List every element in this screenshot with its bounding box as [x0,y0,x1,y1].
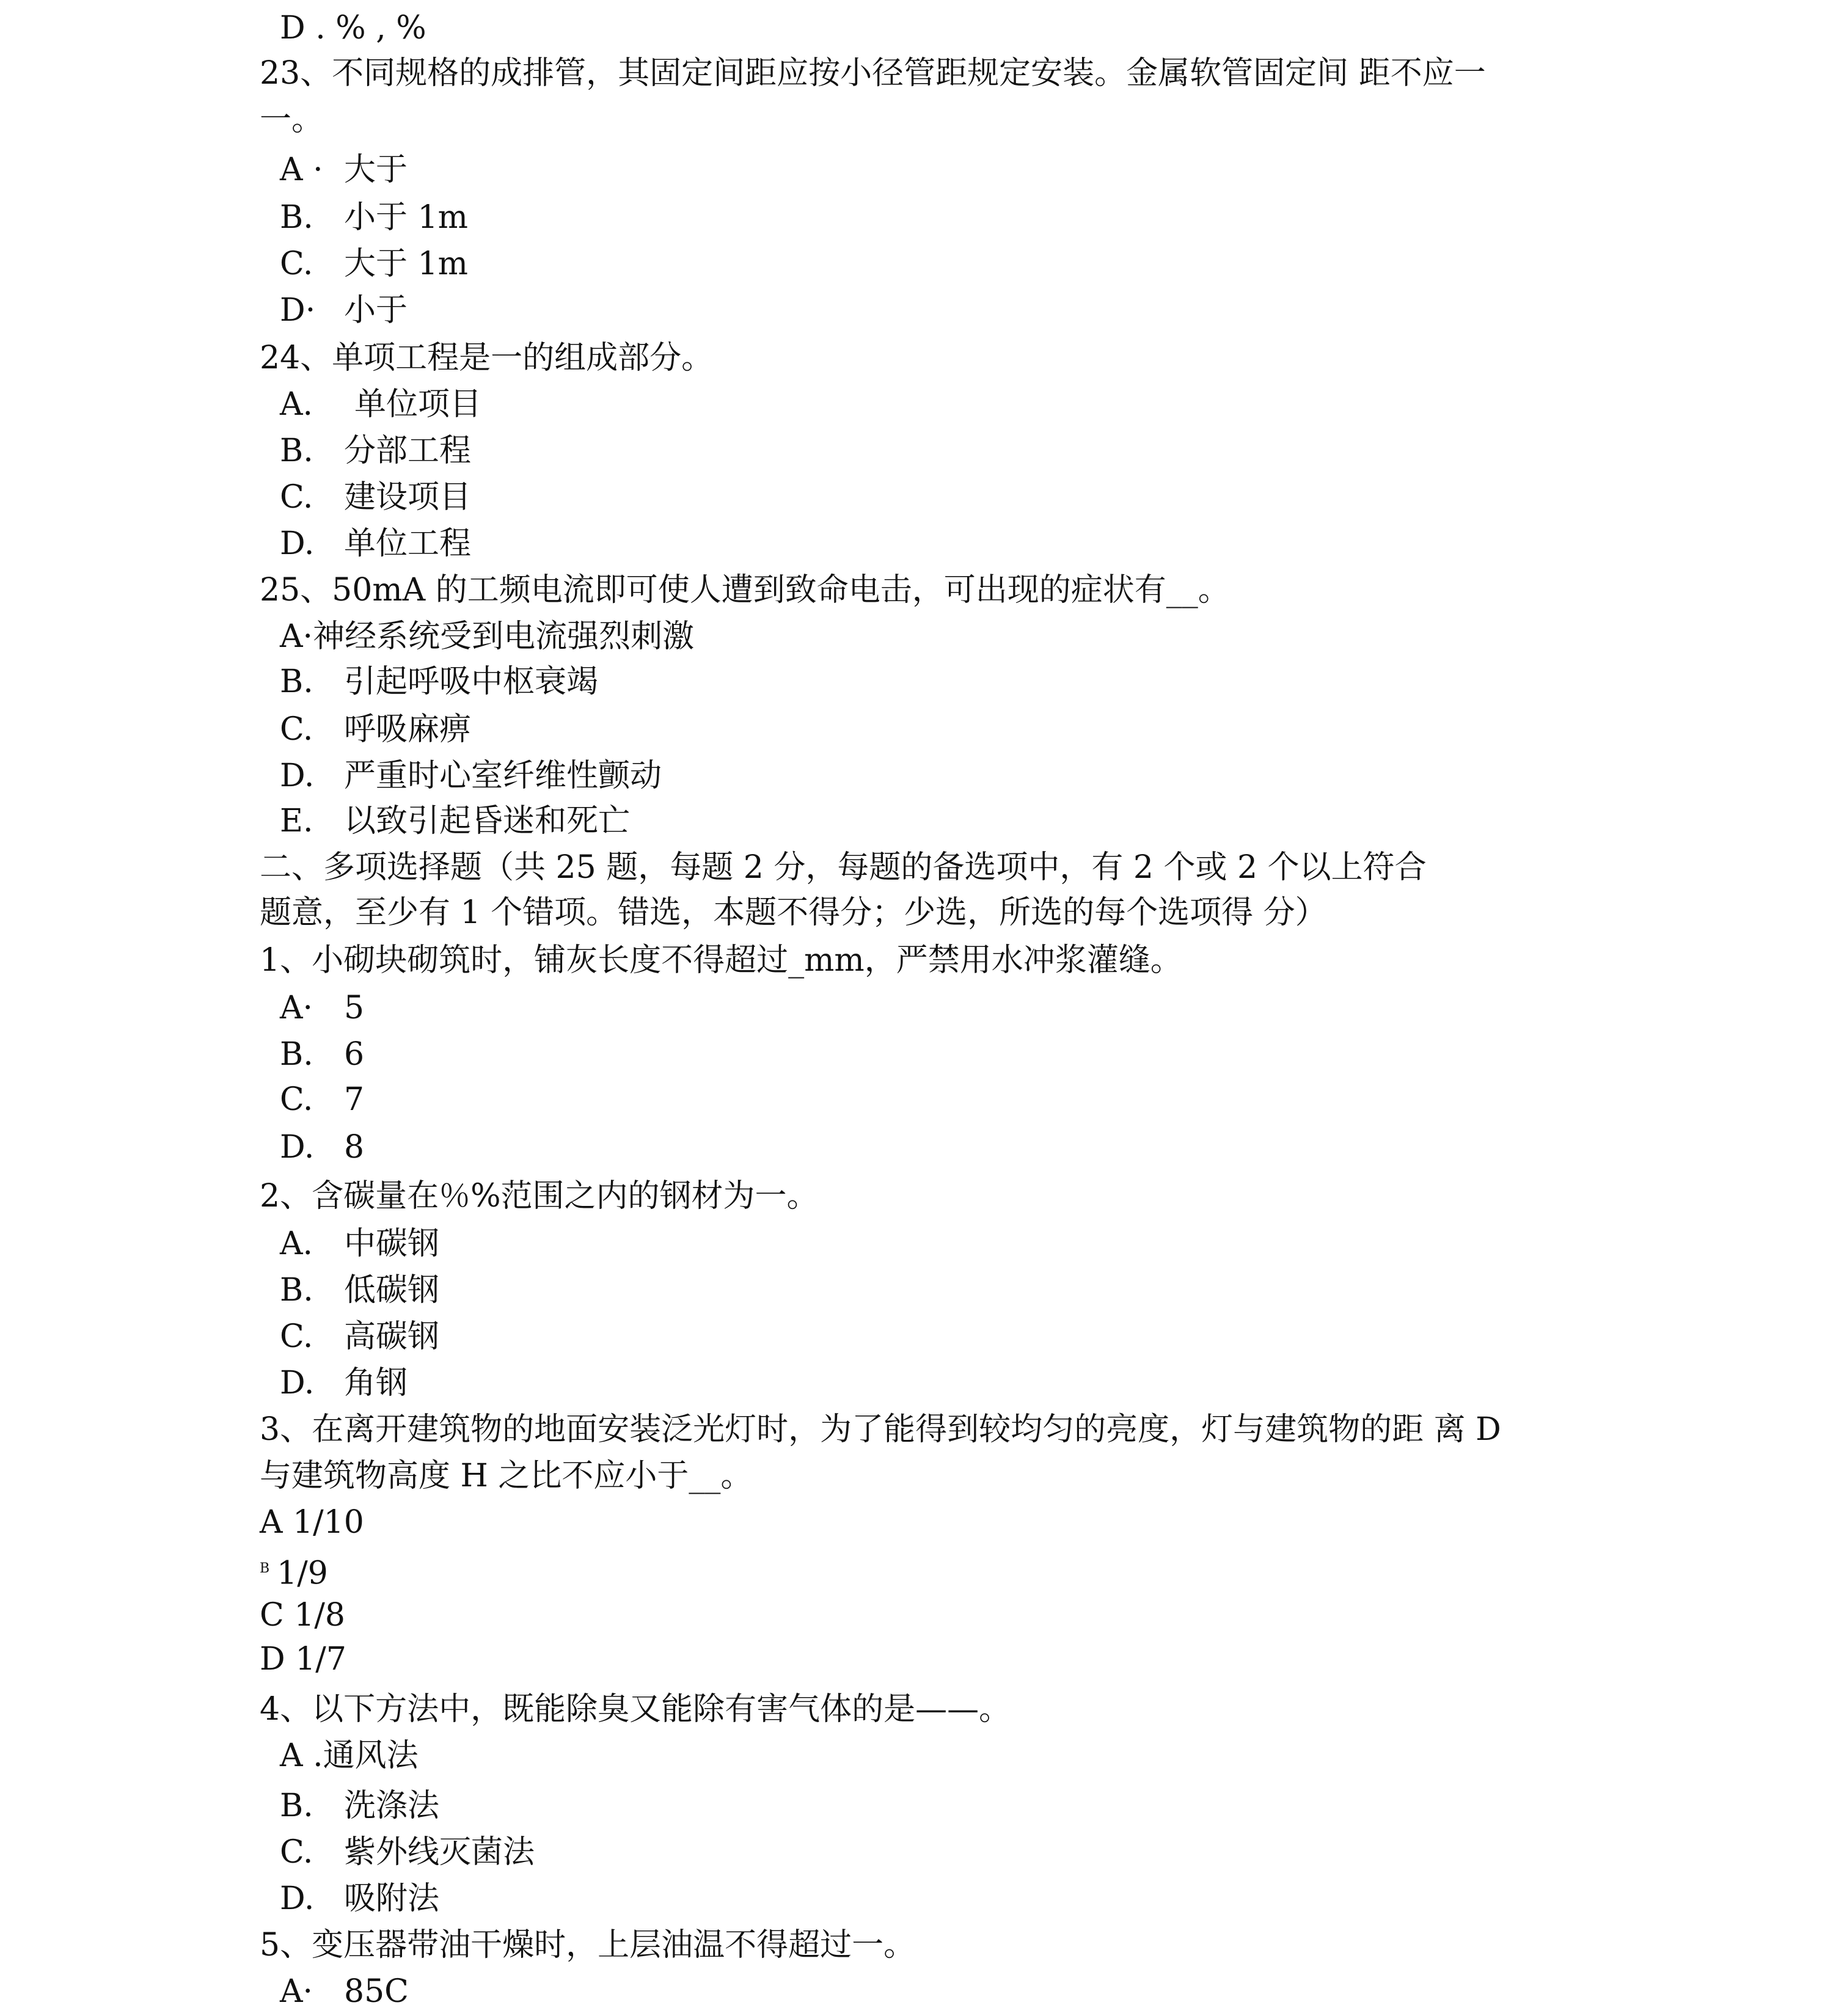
option-text: 中碳钢 [344,1225,440,1262]
q4-option-a: A .通风法 [280,1737,419,1774]
option-text: 小于 1m [344,199,468,236]
q4-option-d [280,1879,439,1918]
option-letter: C. [280,711,313,748]
q1-option-a [280,988,364,1028]
option-text: 单位工程 [344,525,472,562]
option-text: 5 [344,990,365,1026]
option-letter: A· [280,1973,313,2010]
option-letter: D· [280,292,316,329]
option-letter: B. [280,199,313,236]
option-letter: A. [280,1225,313,1262]
q3-option-d: D 1/7 [260,1641,346,1678]
q3-option-b [260,1549,328,1592]
q4-option-b [280,1786,439,1825]
option-letter: D. [280,1129,315,1166]
q1-option-c [280,1080,364,1119]
option-letter: B. [280,1788,313,1824]
q25-option-b [280,662,598,701]
question-4-stem: 4、以下方法中，既能除臭又能除有害气体的是——。 [260,1691,1011,1728]
option-letter: B [260,1561,270,1576]
option-letter: C. [280,1834,313,1871]
option-letter: C. [280,1081,313,1118]
option-letter: A· [280,990,313,1026]
option-text: 7 [344,1081,365,1118]
q25-option-e [280,802,630,841]
option-letter: C. [280,246,313,282]
option-letter: A · [280,152,323,188]
option-text: 单位项目 [354,386,482,423]
option-text: 紫外线灭菌法 [344,1834,535,1871]
option-text: 建设项目 [344,479,472,516]
question-3-stem: 3、在离开建筑物的地面安装泛光灯时，为了能得到较均匀的亮度，灯与建筑物的距 离 D [260,1411,1501,1448]
option-text: 呼吸麻痹 [344,711,472,748]
option-text: 大于 [344,152,408,188]
question-3-stem-continued: 与建筑物高度 H 之比不应小于__。 [260,1458,753,1494]
q3-option-c: C 1/8 [260,1597,346,1634]
q2-option-d [280,1364,408,1403]
q23-option-d [280,291,408,330]
q1-option-b [280,1035,364,1074]
q3-option-a: A 1/10 [260,1504,364,1541]
option-text: 1/9 [277,1555,328,1592]
option-text: 角钢 [344,1365,408,1401]
option-text: 低碳钢 [344,1272,440,1309]
option-text: 以致引起昏迷和死亡 [344,803,631,839]
q23-option-b [280,198,468,237]
option-text: 高碳钢 [344,1318,440,1355]
option-letter: C. [280,1318,313,1355]
option-text: 洗涤法 [344,1788,440,1824]
question-25-stem: 25、50mA 的工频电流即可使人遭到致命电击，可出现的症状有__。 [260,572,1230,608]
question-23-stem: 23、不同规格的成排管，其固定间距应按小径管距规定安装。金属软管固定间 距不应一 [260,55,1486,92]
q24-option-b [280,431,471,470]
q2-option-c [280,1317,439,1356]
section-heading-continued: 题意，至少有 1 个错项。错选，本题不得分；少选，所选的每个选项得 分） [260,894,1327,931]
option-letter: B. [280,1036,313,1073]
option-line: D . % , % [280,10,426,46]
question-5-stem: 5、变压器带油干燥时，上层油温不得超过一。 [260,1927,916,1963]
option-letter: B. [280,663,313,700]
option-letter: E. [280,803,313,839]
option-text: 8 [344,1129,365,1166]
q23-option-a [280,150,408,189]
q24-option-d [280,524,471,563]
option-text: 大于 1m [344,246,468,282]
q2-option-b [280,1271,439,1310]
q25-option-a: A·神经系统受到电流强烈刺激 [280,618,695,655]
option-letter: B. [280,1272,313,1309]
option-letter: C. [280,479,313,516]
option-letter: D. [280,1365,315,1401]
q24-option-a [280,385,481,424]
question-2-stem: 2、含碳量在％%范围之内的钢材为一。 [260,1178,819,1214]
option-letter: D. [280,1880,315,1917]
option-letter: D. [280,758,315,794]
question-23-stem-continued: 一。 [260,101,324,138]
option-text: 引起呼吸中枢衰竭 [344,663,599,700]
option-text: 严重时心室纤维性颤动 [344,758,662,794]
option-text: 小于 [344,292,408,329]
q4-option-c [280,1833,535,1872]
section-heading: 二、多项选择题（共 25 题，每题 2 分，每题的备选项中，有 2 个或 2 个以上符合 [260,849,1427,886]
option-text: 6 [344,1036,365,1073]
q2-option-a [280,1224,439,1263]
q25-option-c [280,710,471,749]
q24-option-c [280,478,471,517]
question-24-stem: 24、单项工程是一的组成部分。 [260,340,714,376]
option-letter: A. [280,386,313,423]
option-letter: B. [280,433,313,469]
q1-option-d [280,1128,364,1167]
question-1-stem: 1、小砌块砌筑时，铺灰长度不得超过_mm，严禁用水冲浆灌缝。 [260,942,1182,979]
q23-option-c [280,244,468,283]
q5-option-a [280,1972,409,2011]
option-text: 85C [344,1973,409,2010]
option-text: 分部工程 [344,433,472,469]
option-text: 吸附法 [344,1880,440,1917]
q25-option-d [280,756,662,795]
option-letter: D. [280,525,315,562]
